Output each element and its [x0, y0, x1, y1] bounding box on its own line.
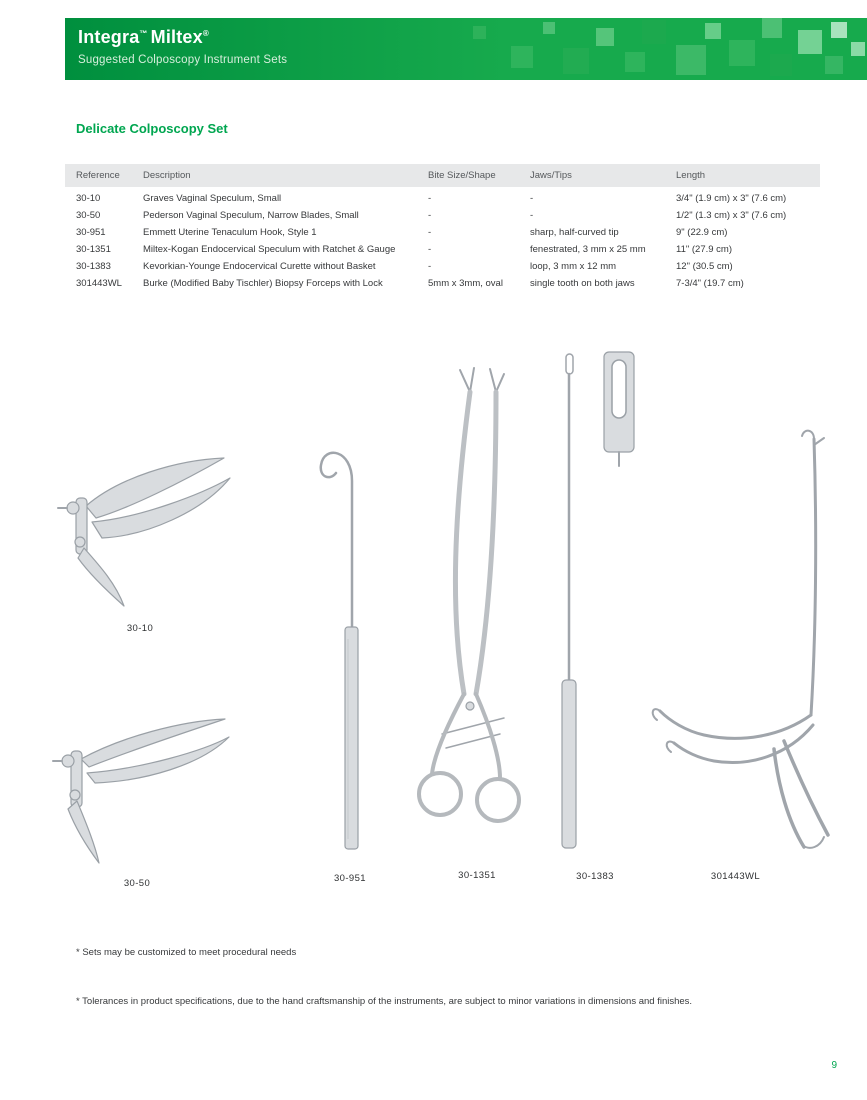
table-cell: 30-10 [76, 193, 101, 204]
mosaic-square [825, 56, 843, 74]
mosaic-square [729, 40, 755, 66]
table-cell: Emmett Uterine Tenaculum Hook, Style 1 [143, 227, 317, 238]
mosaic-square [625, 52, 645, 72]
mosaic-square [851, 42, 865, 56]
mosaic-square [831, 22, 847, 38]
footnote-customization: * Sets may be customized to meet procedural needs [76, 947, 297, 958]
table-cell: - [530, 210, 534, 221]
mosaic-square [563, 48, 589, 74]
brand-miltex: Miltex [150, 27, 203, 47]
table-cell: loop, 3 mm x 12 mm [530, 261, 617, 272]
header-banner [65, 18, 867, 80]
table-cell: - [428, 210, 432, 221]
mosaic-square [798, 30, 822, 54]
kogan-speculum-image [398, 362, 556, 862]
table-cell: 12" (30.5 cm) [676, 261, 733, 272]
figure-30-10 [40, 420, 240, 634]
column-header-description: Description [132, 164, 417, 187]
figure-30-1351 [398, 362, 556, 881]
mosaic-square [596, 28, 614, 46]
table-cell: Graves Vaginal Speculum, Small [143, 193, 282, 204]
section-title: Delicate Colposcopy Set [76, 121, 228, 136]
table-cell: fenestrated, 3 mm x 25 mm [530, 244, 646, 255]
pederson-speculum-image [37, 675, 237, 870]
page-number: 9 [831, 1060, 837, 1071]
header-subtitle: Suggested Colposcopy Instrument Sets [78, 54, 288, 66]
table-cell: - [428, 244, 432, 255]
table-row [65, 224, 820, 241]
table-cell: 30-1383 [76, 261, 111, 272]
table-cell: 30-50 [76, 210, 101, 221]
table-cell: single tooth on both jaws [530, 278, 635, 289]
table-row [65, 258, 820, 275]
figure-label: 30-951 [334, 873, 366, 884]
mosaic-square [762, 18, 782, 38]
table-cell: 30-951 [76, 227, 106, 238]
figure-label: 30-10 [126, 623, 154, 634]
mosaic-square [705, 23, 721, 39]
mosaic-square [676, 45, 706, 75]
mosaic-square [770, 54, 792, 76]
column-header-reference: Reference [65, 164, 132, 187]
table-cell: 7-3/4" (19.7 cm) [676, 278, 744, 289]
table-cell: Kevorkian-Younge Endocervical Curette without Basket [143, 261, 376, 272]
column-header-jaws-tips: Jaws/Tips [519, 164, 665, 187]
table-cell: - [428, 227, 432, 238]
graves-speculum-image [40, 420, 240, 615]
table-cell: 30-1351 [76, 244, 111, 255]
table-row [65, 187, 820, 207]
column-header-length: Length [665, 164, 820, 187]
mosaic-square [511, 46, 533, 68]
figure-301443WL [628, 423, 843, 882]
figure-30-951 [300, 415, 400, 884]
table-cell: 301443WL [76, 278, 122, 289]
table-header-row [65, 164, 820, 187]
table-cell: Miltex-Kogan Endocervical Speculum with Ratchet & Gauge [143, 244, 396, 255]
mosaic-square [543, 22, 555, 34]
instrument-table-body [65, 187, 820, 292]
table-cell: sharp, half-curved tip [530, 227, 619, 238]
figure-30-50 [37, 675, 237, 889]
table-cell: - [428, 193, 432, 204]
table-cell: Burke (Modified Baby Tischler) Biopsy Forceps with Lock [143, 278, 383, 289]
mosaic-square [642, 20, 666, 44]
table-row [65, 241, 820, 258]
table-row [65, 207, 820, 224]
mosaic-square [473, 26, 486, 39]
table-cell: - [530, 193, 534, 204]
column-header-bite-size: Bite Size/Shape [417, 164, 519, 187]
table-cell: 1/2" (1.3 cm) x 3" (7.6 cm) [676, 210, 787, 221]
biopsy-forceps-image [628, 423, 843, 863]
table-cell: 3/4" (1.9 cm) x 3" (7.6 cm) [676, 193, 787, 204]
table-cell: 5mm x 3mm, oval [428, 278, 503, 289]
brand-integra: Integra [78, 27, 140, 47]
tenaculum-hook-image [300, 415, 400, 865]
figure-label: 301443WL [710, 871, 761, 882]
table-cell: 11" (27.9 cm) [676, 244, 732, 255]
registered-symbol: ® [202, 29, 209, 38]
table-cell: 9" (22.9 cm) [676, 227, 728, 238]
instrument-table [65, 164, 820, 292]
brand-logo [78, 27, 209, 48]
footnote-tolerances: * Tolerances in product specifications, due to the hand craftsmanship of the instruments, are subject to minor variations in dimensions and finishes. [76, 996, 693, 1007]
table-cell: - [428, 261, 432, 272]
table-row [65, 275, 820, 292]
figure-label: 30-1383 [576, 871, 614, 882]
table-cell: Pederson Vaginal Speculum, Narrow Blades, Small [143, 210, 359, 221]
trademark-symbol: ™ [139, 29, 148, 38]
figure-label: 30-1351 [458, 870, 496, 881]
figure-label: 30-50 [123, 878, 151, 889]
